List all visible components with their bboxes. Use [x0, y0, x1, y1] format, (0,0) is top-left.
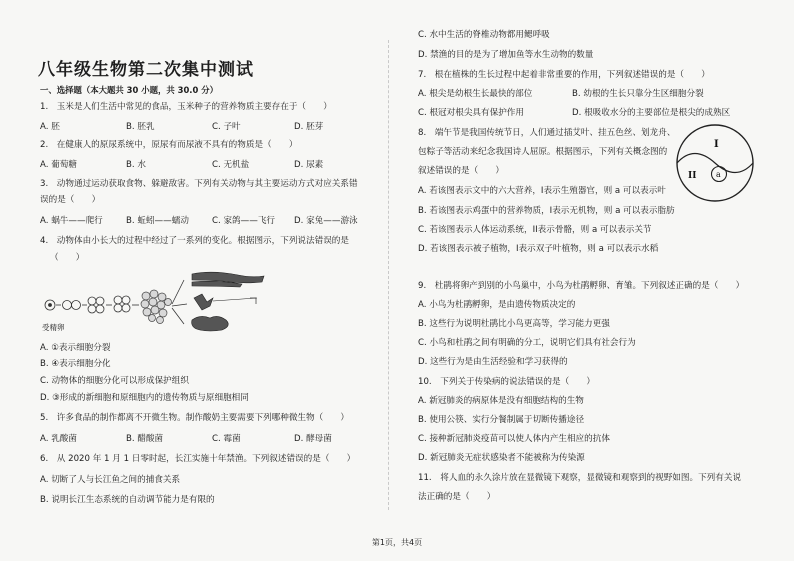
q6-option-a: A. 切断了人与长江鱼之间的捕食关系	[40, 475, 181, 485]
q8-option-d: D. 若该图表示被子植物，I表示双子叶植物，则 a 可以表示水稻	[418, 244, 659, 254]
cell-development-diagram	[42, 268, 272, 336]
four-cell-stage	[96, 305, 104, 313]
q8-option-b: B. 若该图表示鸡蛋中的营养物质，I表示无机物，则 a 可以表示脂肪	[418, 206, 675, 216]
q10-option-a: A. 新冠肺炎的病原体是没有细胞结构的生物	[418, 396, 584, 406]
q2-option-d: D. 尿素	[294, 160, 324, 170]
q8-option-a: A. 若该图表示文中的六大营养，I表示生殖器官，则 a 可以表示叶	[418, 186, 666, 196]
q4-option-a: A. ①表示细胞分裂	[40, 343, 111, 353]
q6-stem: 6. 从 2020 年 1 月 1 日零时起，长江实施十年禁渔。下列叙述错误的是（ ）	[40, 454, 356, 464]
page-footer: 第1页，共4页	[371, 538, 423, 547]
q5-option-c: C. 霉菌	[212, 434, 241, 444]
q6-option-b: B. 说明长江生态系统的自动调节能力是有限的	[40, 495, 215, 505]
q4-option-b: B. ④表示细胞分化	[40, 359, 111, 369]
q3-option-b: B. 蚯蚓——蠕动	[126, 216, 189, 226]
q1-option-b: B. 胚乳	[126, 122, 155, 132]
left-column	[0, 0, 395, 561]
q7-option-c: C. 根冠对根尖具有保护作用	[418, 108, 524, 118]
q5-option-a: A. 乳酸菌	[40, 434, 77, 444]
q5-option-b: B. 醋酸菌	[126, 434, 164, 444]
q11-stem-line2: 法正确的是（ ）	[418, 492, 496, 502]
section-heading: 一、选择题（本大题共 30 小题，共 30.0 分）	[40, 85, 218, 95]
q4-stem-line1: 4. 动物体由小长大的过程中经过了一系列的变化。根据图示，下列说法错误的是	[40, 236, 349, 246]
q7-option-d: D. 根吸收水分的主要部位是根尖的成熟区	[572, 108, 731, 118]
q4-stem-line2: （ ）	[50, 253, 85, 263]
q2-option-a: A. 葡萄糖	[40, 160, 77, 170]
q8-stem-line3: 叙述错误的是（ ）	[418, 166, 504, 176]
q4-option-c: C. 动物体的细胞分化可以形成保护组织	[40, 376, 189, 386]
q10-stem: 10. 下列关于传染病的说法错误的是（ ）	[418, 377, 595, 387]
column-divider	[388, 40, 389, 510]
q8-stem-line2: 包粽子等活动来纪念我国诗人屈原。根据图示，下列有关概念图的	[418, 147, 668, 157]
q9-stem: 9. 杜鹃将卵产到别的小鸟巢中，小鸟为杜鹃孵卵、育雏。下列叙述正确的是（ ）	[418, 281, 745, 291]
eight-cell-stage	[122, 304, 130, 312]
q2-stem: 2. 在健康人的原尿系统中，原尿有而尿液不具有的物质是（ ）	[40, 140, 298, 150]
right-column	[400, 0, 794, 561]
q6-option-c: C. 水中生活的脊椎动物都用鳃呼吸	[418, 30, 550, 40]
region-i-label: I	[714, 139, 719, 150]
concept-diagram	[674, 122, 756, 204]
q5-option-d: D. 酵母菌	[294, 434, 332, 444]
connective-tissue	[192, 316, 229, 331]
region-ii-label: II	[688, 171, 697, 181]
q3-stem-line2: 误的是（ ）	[40, 195, 101, 205]
nerve-cell	[194, 294, 213, 310]
q3-option-a: A. 蜗牛——爬行	[40, 216, 103, 226]
q8-option-c: C. 若该图表示人体运动系统，II表示骨骼，则 a 可以表示关节	[418, 225, 652, 235]
q10-option-d: D. 新冠肺炎无症状感染者不能被称为传染源	[418, 453, 585, 463]
exam-title: 八年级生物第二次集中测试	[38, 60, 254, 80]
q2-option-c: C. 无机盐	[212, 160, 250, 170]
q3-stem-line1: 3. 动物通过运动获取食物、躲避敌害。下列有关动物与其主要运动方式对应关系错	[40, 179, 358, 189]
q3-option-c: C. 家鸽——飞行	[212, 216, 276, 226]
q7-option-b: B. 幼根的生长只靠分生区细胞分裂	[572, 89, 704, 99]
q3-option-d: D. 家兔——游泳	[294, 216, 358, 226]
fertilized-egg-label: 受精卵	[42, 323, 65, 332]
q7-option-a: A. 根尖是幼根生长最快的部位	[418, 89, 533, 99]
q11-stem-line1: 11. 将人血的永久涂片放在显微镜下观察，显微镜和观察到的视野如图。下列有关说	[418, 473, 742, 483]
region-a-label: a	[716, 170, 721, 179]
q1-option-c: C. 子叶	[212, 122, 241, 132]
q9-option-c: C. 小鸟和杜鹃之间有明确的分工，说明它们具有社会行为	[418, 338, 636, 348]
q8-stem-line1: 8. 端午节是我国传统节日，人们通过插艾叶、挂五色丝、划龙舟、	[418, 128, 676, 138]
q5-stem: 5. 许多食品的制作都离不开微生物。制作酸奶主要需要下列哪种微生物（ ）	[40, 413, 349, 423]
q9-option-d: D. 这些行为是由生活经验和学习获得的	[418, 357, 568, 367]
q10-option-c: C. 接种新冠肺炎疫苗可以使人体内产生相应的抗体	[418, 434, 610, 444]
cell-mass	[141, 290, 172, 324]
q4-option-d: D. ③形成的新细胞和原细胞内的遗传物质与原细胞相同	[40, 393, 249, 403]
q6-option-d: D. 禁渔的目的是为了增加鱼等水生动物的数量	[418, 50, 594, 60]
q7-stem: 7. 根在植株的生长过程中起着非常重要的作用，下列叙述错误的是（ ）	[418, 70, 710, 80]
q2-option-b: B. 水	[126, 160, 146, 170]
two-cell-stage	[72, 301, 81, 310]
q1-option-d: D. 胚芽	[294, 122, 324, 132]
q9-option-a: A. 小鸟为杜鹃孵卵，是由遗传物质决定的	[418, 300, 576, 310]
q9-option-b: B. 这些行为说明杜鹃比小鸟更高等，学习能力更强	[418, 319, 610, 329]
q1-option-a: A. 胚	[40, 122, 60, 132]
q10-option-b: B. 使用公筷、实行分餐制属于切断传播途径	[418, 415, 585, 425]
q1-stem: 1. 玉米是人们生活中常见的食品，玉米种子的营养物质主要存在于（ ）	[40, 102, 332, 112]
